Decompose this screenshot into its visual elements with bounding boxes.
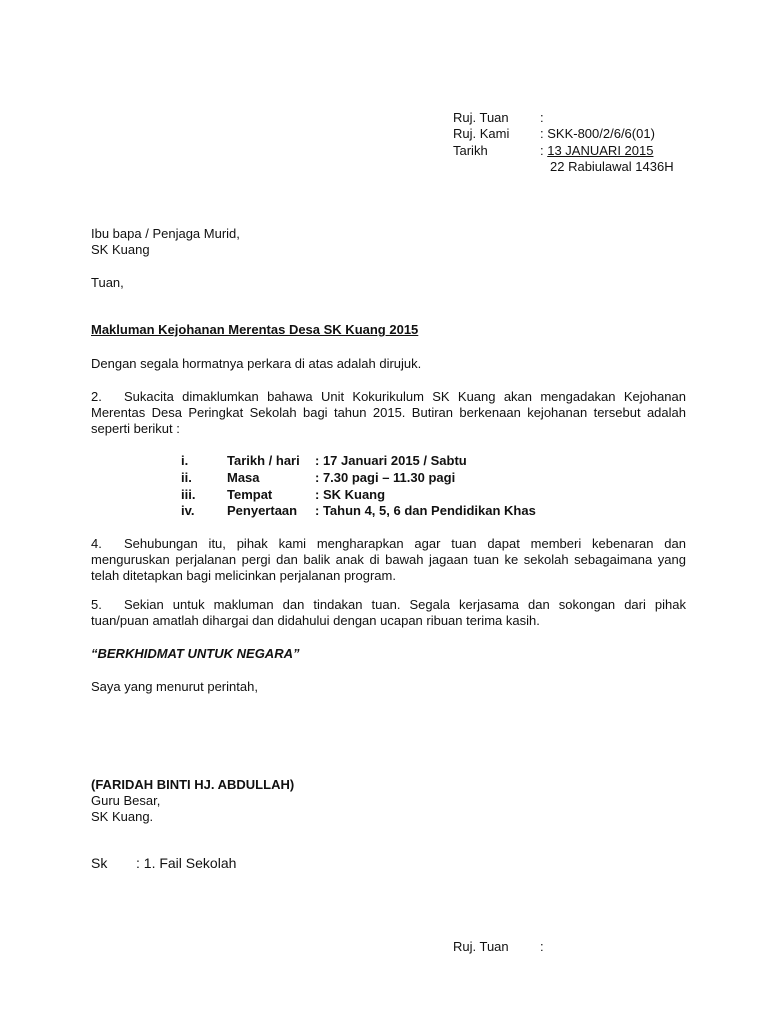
signatory-name: (FARIDAH BINTI HJ. ABDULLAH) — [91, 777, 295, 792]
signatory-title: Guru Besar, — [91, 793, 161, 808]
closing-line: Saya yang menurut perintah, — [91, 679, 258, 694]
detail-number: iv. — [181, 503, 195, 518]
paragraph-5-number: 5. — [91, 597, 102, 612]
ref-row-date — [453, 143, 713, 159]
date-field — [540, 143, 653, 159]
paragraph-5-text: Sekian untuk makluman dan tindakan tuan. Segala kerjasama dan sokongan dari pihak tuan/puan amatlah dihargai dan didahului dengan ucapan ribuan terima kasih. — [91, 597, 686, 628]
date-value: 13 JANUARI 2015 — [547, 143, 654, 158]
our-ref-label: Ruj. Kami — [453, 126, 510, 141]
detail-row-participation — [181, 503, 601, 519]
detail-value: : 7.30 pagi – 11.30 pagi — [315, 470, 456, 485]
paragraph-2-text: Sukacita dimaklumkan bahawa Unit Kokurikulum SK Kuang akan mengadakan Kejohanan Merentas Desa Peringkat Sekolah bagi tahun 2015. Butiran berkenaan kejohanan tersebut adalah seperti berikut : — [91, 389, 686, 436]
hijri-date: 22 Rabiulawal 1436H — [550, 159, 674, 174]
detail-value: : Tahun 4, 5, 6 dan Pendidikan Khas — [315, 503, 536, 518]
paragraph-2 — [91, 389, 686, 437]
date-colon: : — [540, 143, 548, 158]
recipient-line-1: Ibu bapa / Penjaga Murid, — [91, 226, 240, 241]
your-ref-label: Ruj. Tuan — [453, 110, 509, 125]
footer-ref-label: Ruj. Tuan — [453, 939, 509, 954]
paragraph-5 — [91, 597, 686, 629]
paragraph-4-text: Sehubungan itu, pihak kami mengharapkan agar tuan dapat memberi kebenaran dan menguruskan perjalanan pergi dan balik anak di bawah jagaan tuan ke sekolah sebagaimana yang telah ditetapkan bagi melicinkan perjalanan program. — [91, 536, 686, 583]
detail-value: : 17 Januari 2015 / Sabtu — [315, 453, 467, 468]
detail-label: Tempat — [227, 487, 273, 502]
paragraph-2-number: 2. — [91, 389, 102, 404]
our-ref-value: : SKK-800/2/6/6(01) — [540, 126, 655, 141]
footer-ref-value: : — [540, 939, 544, 954]
salutation: Tuan, — [91, 275, 124, 290]
your-ref-value: : — [540, 110, 544, 125]
ref-row-your-ref — [453, 110, 713, 126]
detail-label: Penyertaan — [227, 503, 298, 518]
detail-row-time — [181, 470, 601, 486]
detail-number: i. — [181, 453, 189, 468]
signatory-org: SK Kuang. — [91, 809, 154, 824]
subject-heading: Makluman Kejohanan Merentas Desa SK Kuang 2015 — [91, 322, 419, 337]
motto: “BERKHIDMAT UNTUK NEGARA” — [91, 646, 300, 661]
paragraph-1: Dengan segala hormatnya perkara di atas adalah dirujuk. — [91, 356, 422, 371]
detail-label: Masa — [227, 470, 260, 485]
detail-row-date — [181, 453, 601, 469]
date-label: Tarikh — [453, 143, 488, 158]
paragraph-4 — [91, 536, 686, 584]
footer-ref-row — [453, 939, 713, 955]
cc-value: : 1. Fail Sekolah — [136, 855, 237, 871]
recipient-line-2: SK Kuang — [91, 242, 150, 257]
detail-number: iii. — [181, 487, 196, 502]
detail-value: : SK Kuang — [315, 487, 386, 502]
cc-label: Sk — [91, 855, 108, 871]
detail-label: Tarikh / hari — [227, 453, 300, 468]
detail-row-venue — [181, 487, 601, 503]
paragraph-4-number: 4. — [91, 536, 102, 551]
detail-number: ii. — [181, 470, 192, 485]
ref-row-our-ref — [453, 126, 713, 142]
